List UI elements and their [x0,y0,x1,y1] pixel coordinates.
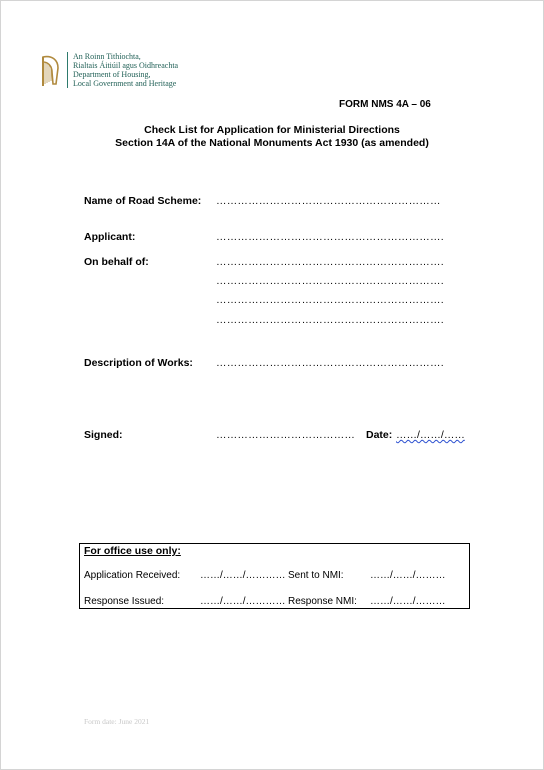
road-scheme-label: Name of Road Scheme: [84,195,202,207]
description-of-works-field[interactable]: ………………………………………………………. [216,357,444,369]
logo-divider [67,52,68,88]
date-value: ……/……/…… [396,429,465,441]
form-title: Check List for Application for Ministerial Directions [144,124,400,136]
on-behalf-of-label: On behalf of: [84,256,149,268]
sent-to-nmi-label: Sent to NMI: [288,570,344,581]
office-use-title: For office use only: [84,545,181,557]
form-subtitle: Section 14A of the National Monuments Act 1930 (as amended) [115,137,429,149]
on-behalf-of-field-4[interactable]: ………………………………………………………. [216,314,444,326]
on-behalf-of-field-2[interactable]: ………………………………………………………. [216,275,444,287]
department-logo [38,52,198,92]
response-issued-field[interactable]: ……/……/………… [200,596,286,607]
date-label: Date: [366,429,393,441]
logo-line-3: Department of Housing, [73,70,151,79]
logo-text [73,52,178,88]
signed-label: Signed: [84,429,123,441]
form-date-footer: Form date: June 2021 [84,717,150,726]
applicant-field[interactable]: ………………………………………………………. [216,231,444,243]
logo-line-2: Rialtais Áitiúil agus Oidhreachta [73,61,179,70]
logo-line-4: Local Government and Heritage [73,79,177,88]
on-behalf-of-field-3[interactable]: ………………………………………………………. [216,294,444,306]
office-use-box [79,543,470,609]
date-field[interactable] [396,429,465,441]
response-issued-label: Response Issued: [84,596,165,607]
on-behalf-of-field-1[interactable]: ………………………………………………………. [216,256,444,268]
description-of-works-label: Description of Works: [84,357,193,369]
form-number: FORM NMS 4A – 06 [339,99,431,110]
response-nmi-label: Response NMI: [288,596,357,607]
application-received-field[interactable]: ……/……/………… [200,570,286,581]
harp-icon [38,54,62,88]
sent-to-nmi-field[interactable]: ……/……/……… [370,570,446,581]
road-scheme-field[interactable]: ……………………………………………………… [216,195,441,207]
applicant-label: Applicant: [84,231,136,243]
application-received-label: Application Received: [84,570,181,581]
signature-field[interactable]: ………………………………… [216,429,356,441]
response-nmi-field[interactable]: ……/……/……… [370,596,446,607]
logo-line-1: An Roinn Tithíochta, [73,52,141,61]
